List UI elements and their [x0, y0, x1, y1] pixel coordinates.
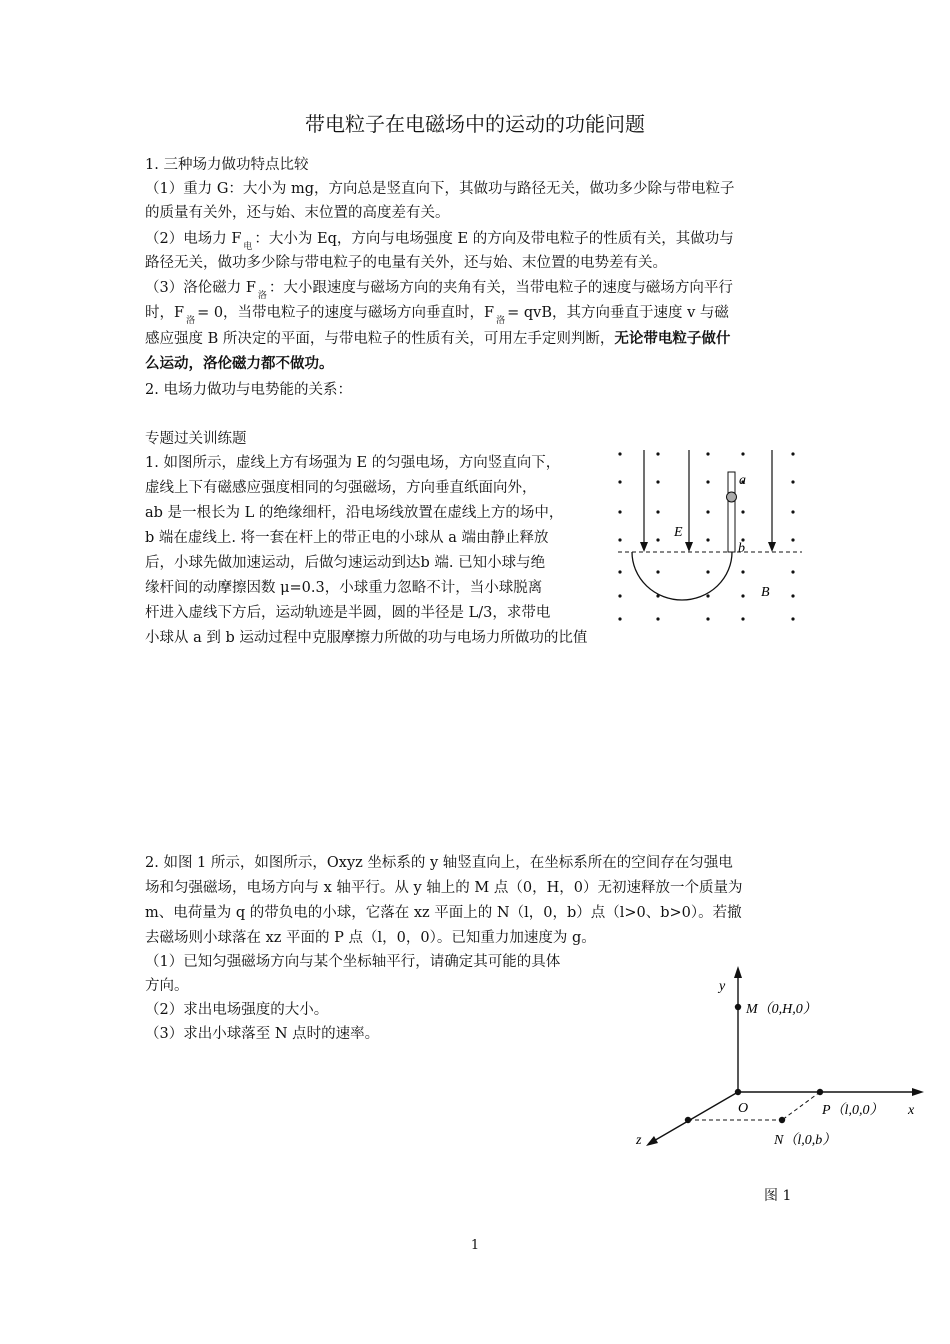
label-y: y	[719, 979, 726, 994]
point-M	[735, 1004, 741, 1010]
page-number: 1	[470, 1238, 480, 1253]
electric-line1-b: ：大小为 Eq，方向与电场强度 E 的方向及带电粒子的性质有关，其做功与	[254, 231, 734, 247]
label-P: P（l,0,0）	[822, 1103, 884, 1118]
q1-line: 1. 如图所示，虚线上方有场强为 E 的匀强电场，方向竖直向下，	[145, 455, 561, 471]
lorentz-line2-a: 时，F	[145, 305, 185, 321]
q2-coordinate-diagram	[620, 960, 930, 1160]
z-axis-arrow	[646, 1136, 658, 1146]
lorentz-subscript-1: 洛	[186, 316, 196, 326]
gravity-line1: （1）重力 G：大小为 mg，方向总是竖直向下，其做功与路径无关，做功多少除与带电粒子	[145, 181, 735, 197]
section1-heading: 1. 三种场力做功特点比较	[145, 157, 309, 173]
electric-line2: 路径无关，做功多少除与带电粒子的电量有关外，还与始、末位置的电势差有关。	[145, 255, 667, 271]
electric-field-lines	[640, 450, 776, 552]
q2-part: 方向。	[145, 978, 189, 994]
label-N: N（l,0,b）	[774, 1133, 837, 1148]
q2-line: 去磁场则小球落在 xz 平面的 P 点（l，0，0）。已知重力加速度为 g。	[145, 930, 596, 946]
y-axis-arrow	[734, 966, 742, 978]
insulating-rod	[728, 472, 735, 552]
lorentz-line2-c: = qvB，其方向垂直于速度 v 与磁	[507, 305, 729, 321]
q1-line: 杆进入虚线下方后，运动轨迹是半圆，圆的半径是 L/3，求带电	[145, 605, 551, 621]
dashed-P-to-N	[782, 1092, 820, 1120]
q2-part: （3）求出小球落至 N 点时的速率。	[145, 1026, 380, 1042]
lorentz-line1-a: （3）洛伦磁力 F	[145, 280, 256, 296]
lorentz-subscript-2: 洛	[496, 316, 506, 326]
q2-line: 2. 如图 1 所示，如图所示，Oxyz 坐标系的 y 轴竖直向上，在坐标系所在的空间存在匀强电	[145, 855, 733, 871]
point-z-b	[685, 1117, 691, 1123]
q1-line: b 端在虚线上. 将一套在杆上的带正电的小球从 a 端由静止释放	[145, 530, 549, 546]
semicircle-trajectory	[632, 552, 732, 600]
label-O: O	[738, 1101, 749, 1116]
q1-line: 小球从 a 到 b 运动过程中克服摩擦力所做的功与电场力所做功的比值	[145, 630, 588, 646]
lorentz-line1	[145, 276, 733, 302]
label-B: B	[761, 585, 770, 600]
electric-line1-a: （2）电场力 F	[145, 231, 242, 247]
q1-line: 虚线上下有磁感应强度相同的匀强磁场，方向垂直纸面向外，	[145, 480, 537, 496]
practice-heading: 专题过关训练题	[145, 431, 247, 447]
q2-line: m、电荷量为 q 的带负电的小球，它落在 xz 平面上的 N（l，0，b）点（l>0、b>0）。若撤	[145, 905, 742, 921]
z-axis	[652, 1092, 738, 1142]
figure-caption: 图 1	[764, 1188, 792, 1204]
lorentz-line3	[145, 327, 730, 351]
point-N	[779, 1117, 785, 1123]
label-b: b	[738, 541, 745, 556]
lorentz-line3-bold: 无论带电粒子做什	[614, 331, 731, 347]
section2-heading: 2. 电场力做功与电势能的关系：	[145, 382, 352, 398]
label-x: x	[908, 1103, 915, 1118]
lorentz-subscript: 洛	[257, 291, 267, 301]
point-O	[735, 1089, 741, 1095]
q2-line: 场和匀强磁场，电场方向与 x 轴平行。从 y 轴上的 M 点（0，H，0）无初速释放一个质量为	[145, 880, 743, 896]
lorentz-line4-bold: 么运动，洛伦磁力都不做功。	[145, 356, 334, 372]
gravity-line2: 的质量有关外，还与始、末位置的高度差有关。	[145, 205, 450, 221]
lorentz-line3-a: 感应强度 B 所决定的平面，与带电粒子的性质有关，可用左手定则判断，	[145, 331, 615, 347]
electric-line1	[145, 227, 734, 253]
q1-line: ab 是一根长为 L 的绝缘细杆，沿电场线放置在虚线上方的场中，	[145, 505, 564, 521]
q2-part: （2）求出电场强度的大小。	[145, 1002, 329, 1018]
q1-field-diagram	[610, 444, 805, 624]
label-M: M（0,H,0）	[746, 1002, 817, 1017]
q1-line: 缘杆间的动摩擦因数 μ=0.3，小球重力忽略不计，当小球脱离	[145, 580, 543, 596]
electric-subscript: 电	[243, 242, 253, 252]
label-E: E	[674, 525, 683, 540]
lorentz-line2	[145, 301, 729, 327]
x-axis-arrow	[912, 1088, 924, 1096]
charged-ball	[727, 492, 737, 502]
label-a: a	[739, 473, 746, 488]
lorentz-line1-b: ：大小跟速度与磁场方向的夹角有关，当带电粒子的速度与磁场方向平行	[268, 280, 733, 296]
q1-line: 后，小球先做加速运动，后做匀速运动到达b 端. 已知小球与绝	[145, 555, 546, 571]
label-z: z	[636, 1133, 642, 1148]
lorentz-line2-b: = 0，当带电粒子的速度与磁场方向垂直时，F	[197, 305, 495, 321]
point-P	[817, 1089, 823, 1095]
page-title: 带电粒子在电磁场中的运动的功能问题	[305, 112, 645, 136]
q2-part: （1）已知匀强磁场方向与某个坐标轴平行，请确定其可能的具体	[145, 954, 561, 970]
